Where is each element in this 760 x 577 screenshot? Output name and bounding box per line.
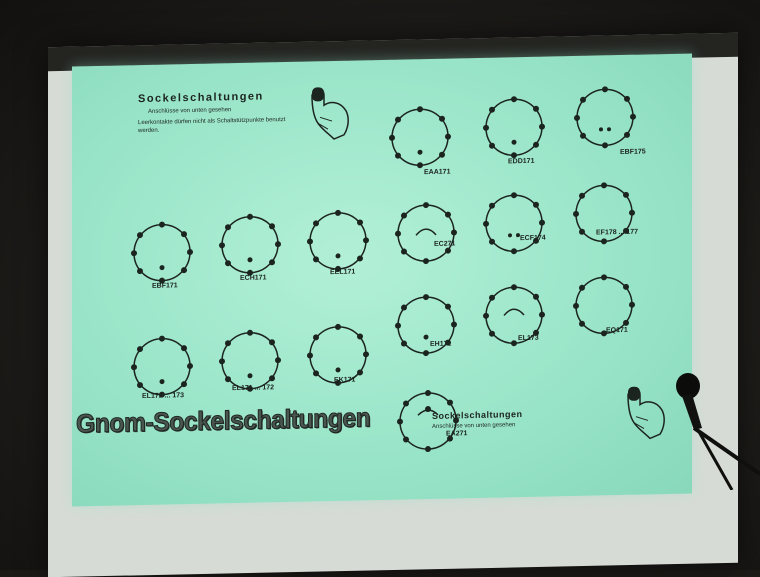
tube-diagram <box>476 86 556 168</box>
heading-subtitle: Anschlüsse von unten gesehen <box>148 107 232 115</box>
tube-label: EEL171 <box>330 268 356 277</box>
tube-label: EBF171 <box>152 282 178 290</box>
tube-label: ECH171 <box>240 274 267 282</box>
footer-title: Sockelschaltungen <box>432 409 523 421</box>
tube-label: EC271 <box>434 240 456 248</box>
tube-label: EDD171 <box>508 157 535 166</box>
tube-label: EF178 ... 177 <box>596 228 639 237</box>
tube-diagram <box>382 96 462 178</box>
tube-label: EL171 ... 172 <box>232 384 275 393</box>
tube-diagram <box>476 182 556 264</box>
hand-holding-tube-icon <box>620 382 670 443</box>
slide-heading <box>120 90 300 136</box>
tube-label: EAA171 <box>424 168 451 177</box>
tube-diagram <box>476 274 556 356</box>
tube-label: EL172 ... 173 <box>142 392 185 401</box>
slide-footer <box>432 409 523 430</box>
tube-diagram <box>566 172 646 254</box>
tube-diagram <box>388 284 468 366</box>
hand-holding-tube-icon <box>304 83 354 144</box>
heading-title: Sockelschaltungen <box>138 90 264 106</box>
tube-label: EBF175 <box>620 148 646 157</box>
tube-label: ECF174 <box>520 234 546 243</box>
tube-diagram <box>212 204 292 286</box>
tube-diagram <box>124 212 204 294</box>
microphone-icon <box>672 370 760 490</box>
heading-note: Leerkontakte dürfen nicht als Schaltstützpunkte benutzt werden. <box>138 117 286 135</box>
tube-label: EH171 <box>430 340 452 348</box>
tube-diagram <box>388 192 468 274</box>
gnom-title: Gnom-Sockelschaltungen <box>76 402 371 439</box>
tube-diagram <box>567 76 647 158</box>
tube-label: EL173 <box>518 334 539 343</box>
tube-label: EK171 <box>334 376 356 385</box>
tube-label: EQ171 <box>606 326 628 335</box>
projected-slide <box>72 54 692 507</box>
tube-label: EA271 <box>446 430 468 438</box>
footer-subtitle: Anschlüsse von unten gesehen <box>432 422 516 430</box>
